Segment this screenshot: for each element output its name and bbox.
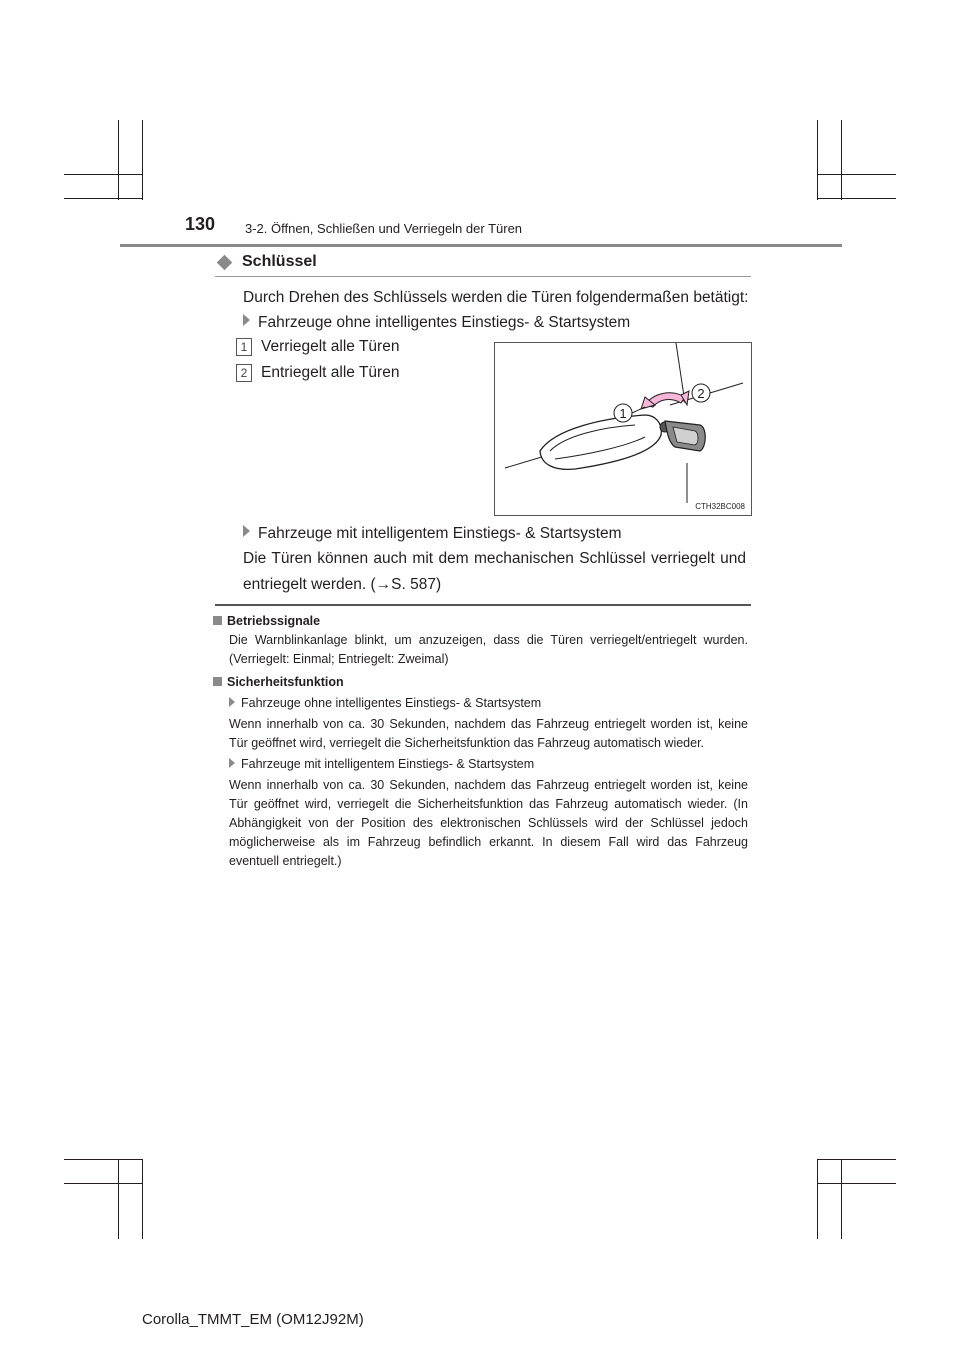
- triangle-bullet-icon: [229, 758, 235, 768]
- page-number: 130: [185, 214, 216, 234]
- note-text: Die Warnblinkanlage blinkt, um anzuzeigen, dass die Türen verriegelt/entriegelt wurden. (Verriegelt: Einmal; Entriegelt: Zweimal): [229, 633, 748, 666]
- crop-mark: [64, 174, 142, 175]
- notes-divider: [215, 604, 751, 606]
- note-text: Wenn innerhalb von ca. 30 Sekunden, nachdem das Fahrzeug entriegelt worden ist, keine Tür geöffnet wird, verriegelt die Sicherheitsfunktion das Fahrzeug automatisch wieder. (In Abhängigkeit von der Position des elektronischen Schlüssels wird der Schlüssel jedoch möglicherweise als im Fahrzeug befindlich erkannt. In diesem Fall wird das Fahrzeug eventuell entriegelt.): [229, 778, 748, 868]
- crop-mark: [841, 1159, 842, 1239]
- header-divider: [120, 244, 842, 247]
- variant-label: Fahrzeuge mit intelligentem Einstiegs- & Startsystem: [258, 525, 622, 542]
- crop-mark: [142, 1159, 143, 1239]
- crop-mark: [118, 120, 119, 200]
- crop-mark: [64, 1159, 142, 1160]
- crop-mark: [118, 1159, 119, 1239]
- diamond-icon: [217, 255, 233, 271]
- callout-2: 2: [697, 386, 705, 401]
- key-illustration: [494, 342, 752, 516]
- crop-mark: [817, 1159, 818, 1239]
- crop-mark: [817, 1159, 896, 1160]
- callout-leader: [632, 407, 645, 413]
- item-text-1: Verriegelt alle Türen: [261, 338, 400, 355]
- note-title: Betriebssignale: [227, 614, 321, 628]
- item-number-1: 1: [236, 338, 252, 356]
- note-text: Wenn innerhalb von ca. 30 Sekunden, nachdem das Fahrzeug entriegelt worden ist, keine Tür geöffnet wird, verriegelt die Sicherheitsfunktion das Fahrzeug automatisch wieder.: [229, 717, 748, 750]
- callout-1: 1: [619, 406, 627, 421]
- crop-mark: [64, 198, 142, 199]
- variant-label: Fahrzeuge ohne intelligentes Einstiegs- & Startsystem: [258, 314, 631, 331]
- crop-mark: [841, 120, 842, 200]
- note-variant: [213, 755, 748, 774]
- note-heading: [213, 612, 748, 631]
- crop-mark: [817, 198, 896, 199]
- door-handle-illustration: [495, 343, 751, 515]
- figure-code: CTH32BC008: [695, 502, 745, 511]
- note-betriebssignale: [213, 612, 748, 669]
- variant-heading-1: [243, 310, 630, 336]
- item-number-2: 2: [236, 364, 252, 382]
- section-heading: [215, 252, 751, 277]
- intro-text: Durch Drehen des Schlüssels werden die Türen folgendermaßen betätigt:: [243, 289, 749, 306]
- crop-mark: [817, 120, 818, 200]
- section-title: Schlüssel: [242, 253, 317, 270]
- variant-label: Fahrzeuge ohne intelligentes Einstiegs- & Startsystem: [241, 696, 542, 710]
- crop-mark: [817, 174, 896, 175]
- note-title: Sicherheitsfunktion: [227, 675, 344, 689]
- triangle-bullet-icon: [229, 697, 235, 707]
- triangle-bullet-icon: [243, 525, 250, 537]
- crop-mark: [142, 120, 143, 200]
- square-bullet-icon: [213, 677, 222, 686]
- square-bullet-icon: [213, 616, 222, 625]
- door-handle: [540, 415, 661, 469]
- note-sicherheitsfunktion: [213, 673, 748, 871]
- note-variant: [213, 694, 748, 713]
- item-text-2: Entriegelt alle Türen: [261, 364, 400, 381]
- note-heading: [213, 673, 748, 692]
- chapter-title: 3-2. Öffnen, Schließen und Verriegeln der Türen: [245, 221, 523, 236]
- crop-mark: [817, 1183, 896, 1184]
- variant-heading-2: [243, 521, 622, 547]
- crop-mark: [64, 1183, 142, 1184]
- footer-text: Corolla_TMMT_EM (OM12J92M): [142, 1311, 364, 1328]
- triangle-bullet-icon: [243, 314, 250, 326]
- variant-label: Fahrzeuge mit intelligentem Einstiegs- & Startsystem: [241, 757, 535, 771]
- variant-2-text: Die Türen können auch mit dem mechanischen Schlüssel verriegelt und entriegelt werden. (→S. 587): [243, 550, 746, 593]
